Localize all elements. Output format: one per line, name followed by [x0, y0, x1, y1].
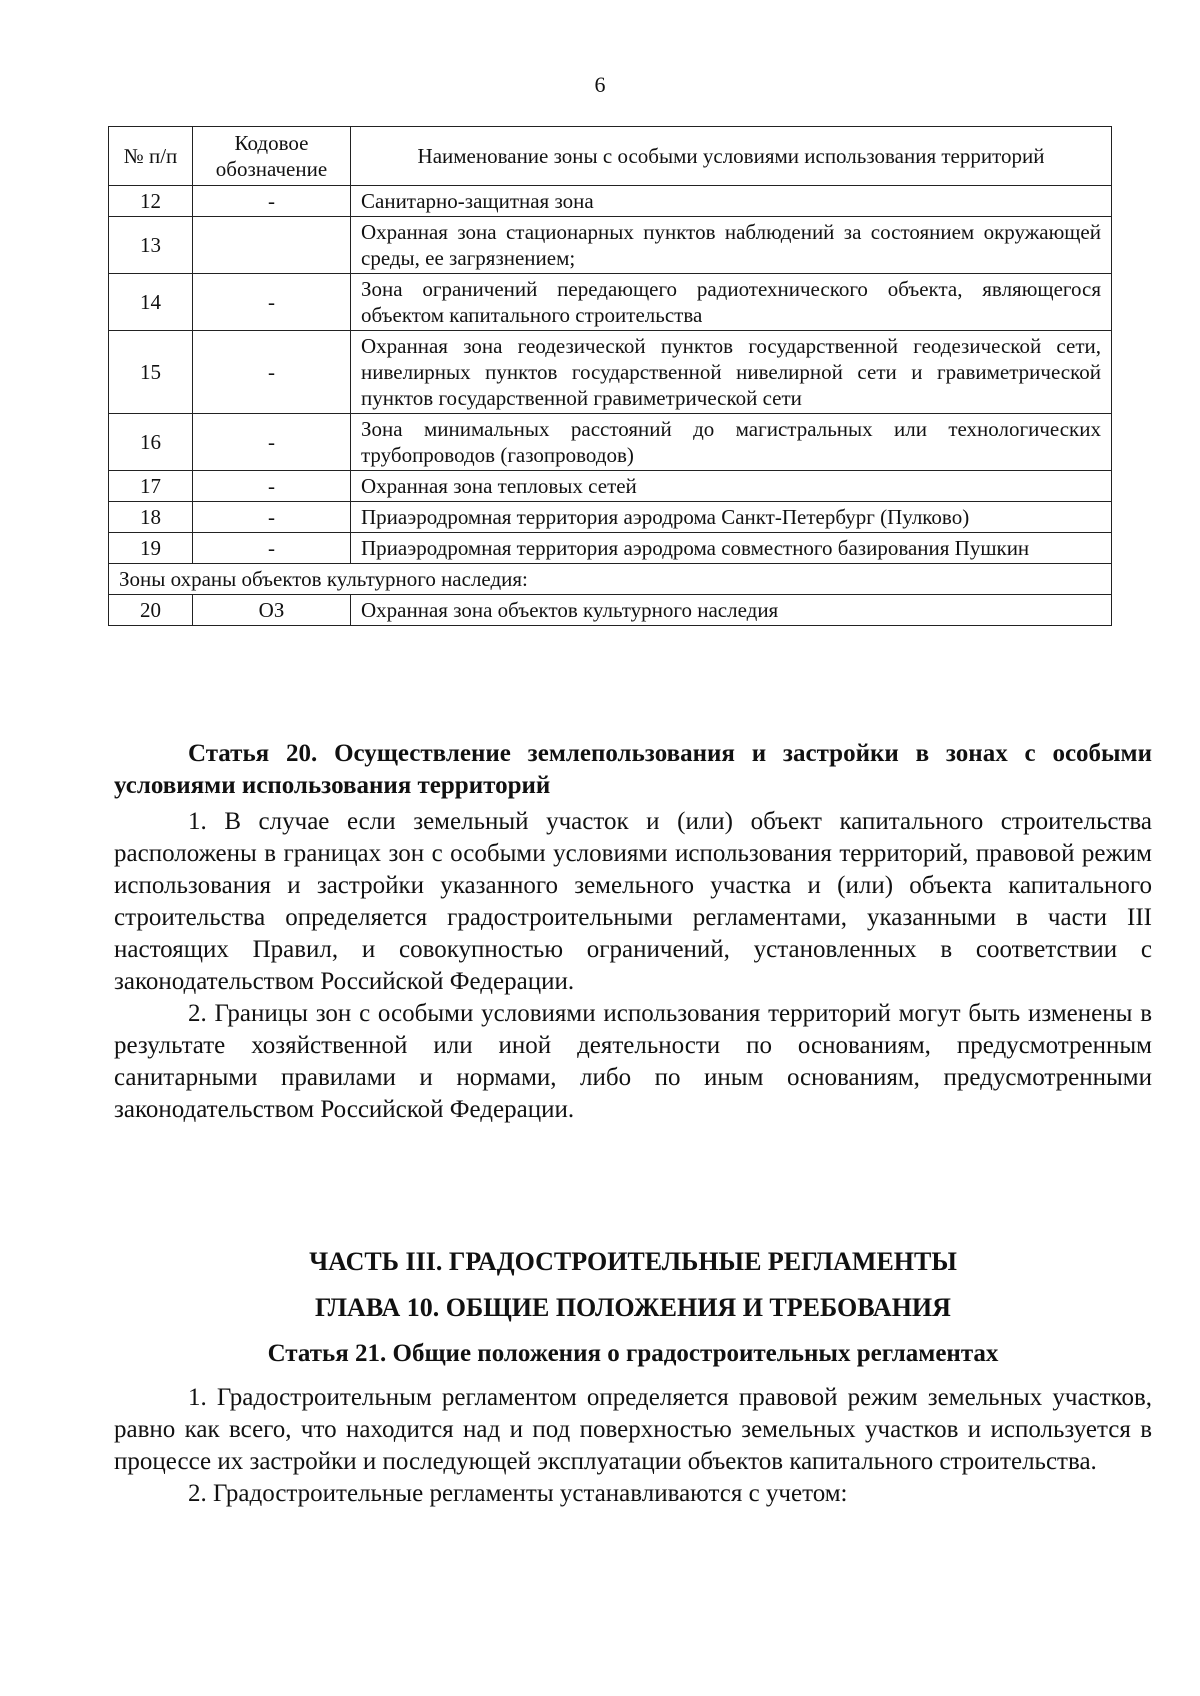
- row-name: Зона ограничений передающего радиотехнического объекта, являющегося объектом капитального строительства: [351, 274, 1112, 331]
- part-title: ЧАСТЬ III. ГРАДОСТРОИТЕЛЬНЫЕ РЕГЛАМЕНТЫ: [309, 1247, 957, 1276]
- row-name: Охранная зона объектов культурного наследия: [351, 595, 1112, 626]
- table-row: [109, 331, 1112, 414]
- row-code: -: [193, 502, 351, 533]
- header-name: Наименование зоны с особыми условиями использования территорий: [351, 127, 1112, 186]
- row-code: -: [193, 414, 351, 471]
- row-name: Приаэродромная территория аэродрома Санкт-Петербург (Пулково): [351, 502, 1112, 533]
- zones-table: [108, 126, 1112, 626]
- row-name: Охранная зона стационарных пунктов наблюдений за состоянием окружающей среды, ее загрязнением;: [351, 217, 1112, 274]
- row-name: Охранная зона геодезической пунктов государственной геодезической сети, нивелирных пунктов государственной нивелирной сети и гравиметрической пунктов государственной гравиметрической сети: [351, 331, 1112, 414]
- table-row: [109, 414, 1112, 471]
- row-name: Санитарно-защитная зона: [351, 186, 1112, 217]
- page-number: 6: [594, 72, 606, 97]
- table-row: [109, 186, 1112, 217]
- row-num: 16: [109, 414, 193, 471]
- row-code: -: [193, 533, 351, 564]
- row-num: 20: [109, 595, 193, 626]
- table-row: [109, 471, 1112, 502]
- article-20-paragraph-2: 2. Границы зон с особыми условиями использования территорий могут быть изменены в результате хозяйственной или иной деятельности по основаниям, предусмотренным санитарными правилами и нормами, либо по иным основаниям, предусмотренными законодательством Российской Федерации.: [114, 1000, 1152, 1123]
- row-name: Охранная зона тепловых сетей: [351, 471, 1112, 502]
- table-row: [109, 502, 1112, 533]
- article-21-paragraph-1: 1. Градостроительным регламентом определяется правовой режим земельных участков, равно как всего, что находится над и под поверхностью земельных участков и используется в процессе их застройки и последующей эксплуатации объектов капитального строительства.: [114, 1384, 1152, 1475]
- table-row: [109, 274, 1112, 331]
- row-num: 18: [109, 502, 193, 533]
- table-row: [109, 595, 1112, 626]
- row-code: -: [193, 274, 351, 331]
- row-name: Приаэродромная территория аэродрома совместного базирования Пушкин: [351, 533, 1112, 564]
- row-name: Зона минимальных расстояний до магистральных или технологических трубопроводов (газопроводов): [351, 414, 1112, 471]
- article-21-paragraph-2: 2. Градостроительные регламенты устанавливаются с учетом:: [188, 1480, 848, 1507]
- table-row: [109, 217, 1112, 274]
- row-code: ОЗ: [193, 595, 351, 626]
- section-label: Зоны охраны объектов культурного наследия:: [109, 564, 1112, 595]
- table-section-row: [109, 564, 1112, 595]
- row-code: -: [193, 186, 351, 217]
- header-num: № п/п: [109, 127, 193, 186]
- row-code: -: [193, 331, 351, 414]
- table-row: [109, 533, 1112, 564]
- part-3: [114, 1246, 1152, 1510]
- article-21-title: Статья 21. Общие положения о градостроительных регламентах: [267, 1340, 999, 1367]
- table-header-row: [109, 127, 1112, 186]
- chapter-title: ГЛАВА 10. ОБЩИЕ ПОЛОЖЕНИЯ И ТРЕБОВАНИЯ: [315, 1293, 951, 1322]
- row-code: [193, 217, 351, 274]
- row-num: 12: [109, 186, 193, 217]
- header-code: Кодовое обозначение: [193, 127, 351, 186]
- row-num: 17: [109, 471, 193, 502]
- row-num: 13: [109, 217, 193, 274]
- row-num: 19: [109, 533, 193, 564]
- article-20-paragraph-1: 1. В случае если земельный участок и (или) объект капитального строительства расположены в границах зон с особыми условиями использования территорий, правовой режим использования и застройки указанного земельного участка и (или) объекта капитального строительства определяется градостроительными регламентами, указанными в части III настоящих Правил, и совокупностью ограничений, установленных в соответствии с законодательством Российской Федерации.: [114, 808, 1152, 995]
- article-20-title: Статья 20. Осуществление землепользования и застройки в зонах с особыми условиями использования территорий: [114, 740, 1152, 799]
- row-num: 15: [109, 331, 193, 414]
- row-code: -: [193, 471, 351, 502]
- article-20: [114, 738, 1152, 1126]
- row-num: 14: [109, 274, 193, 331]
